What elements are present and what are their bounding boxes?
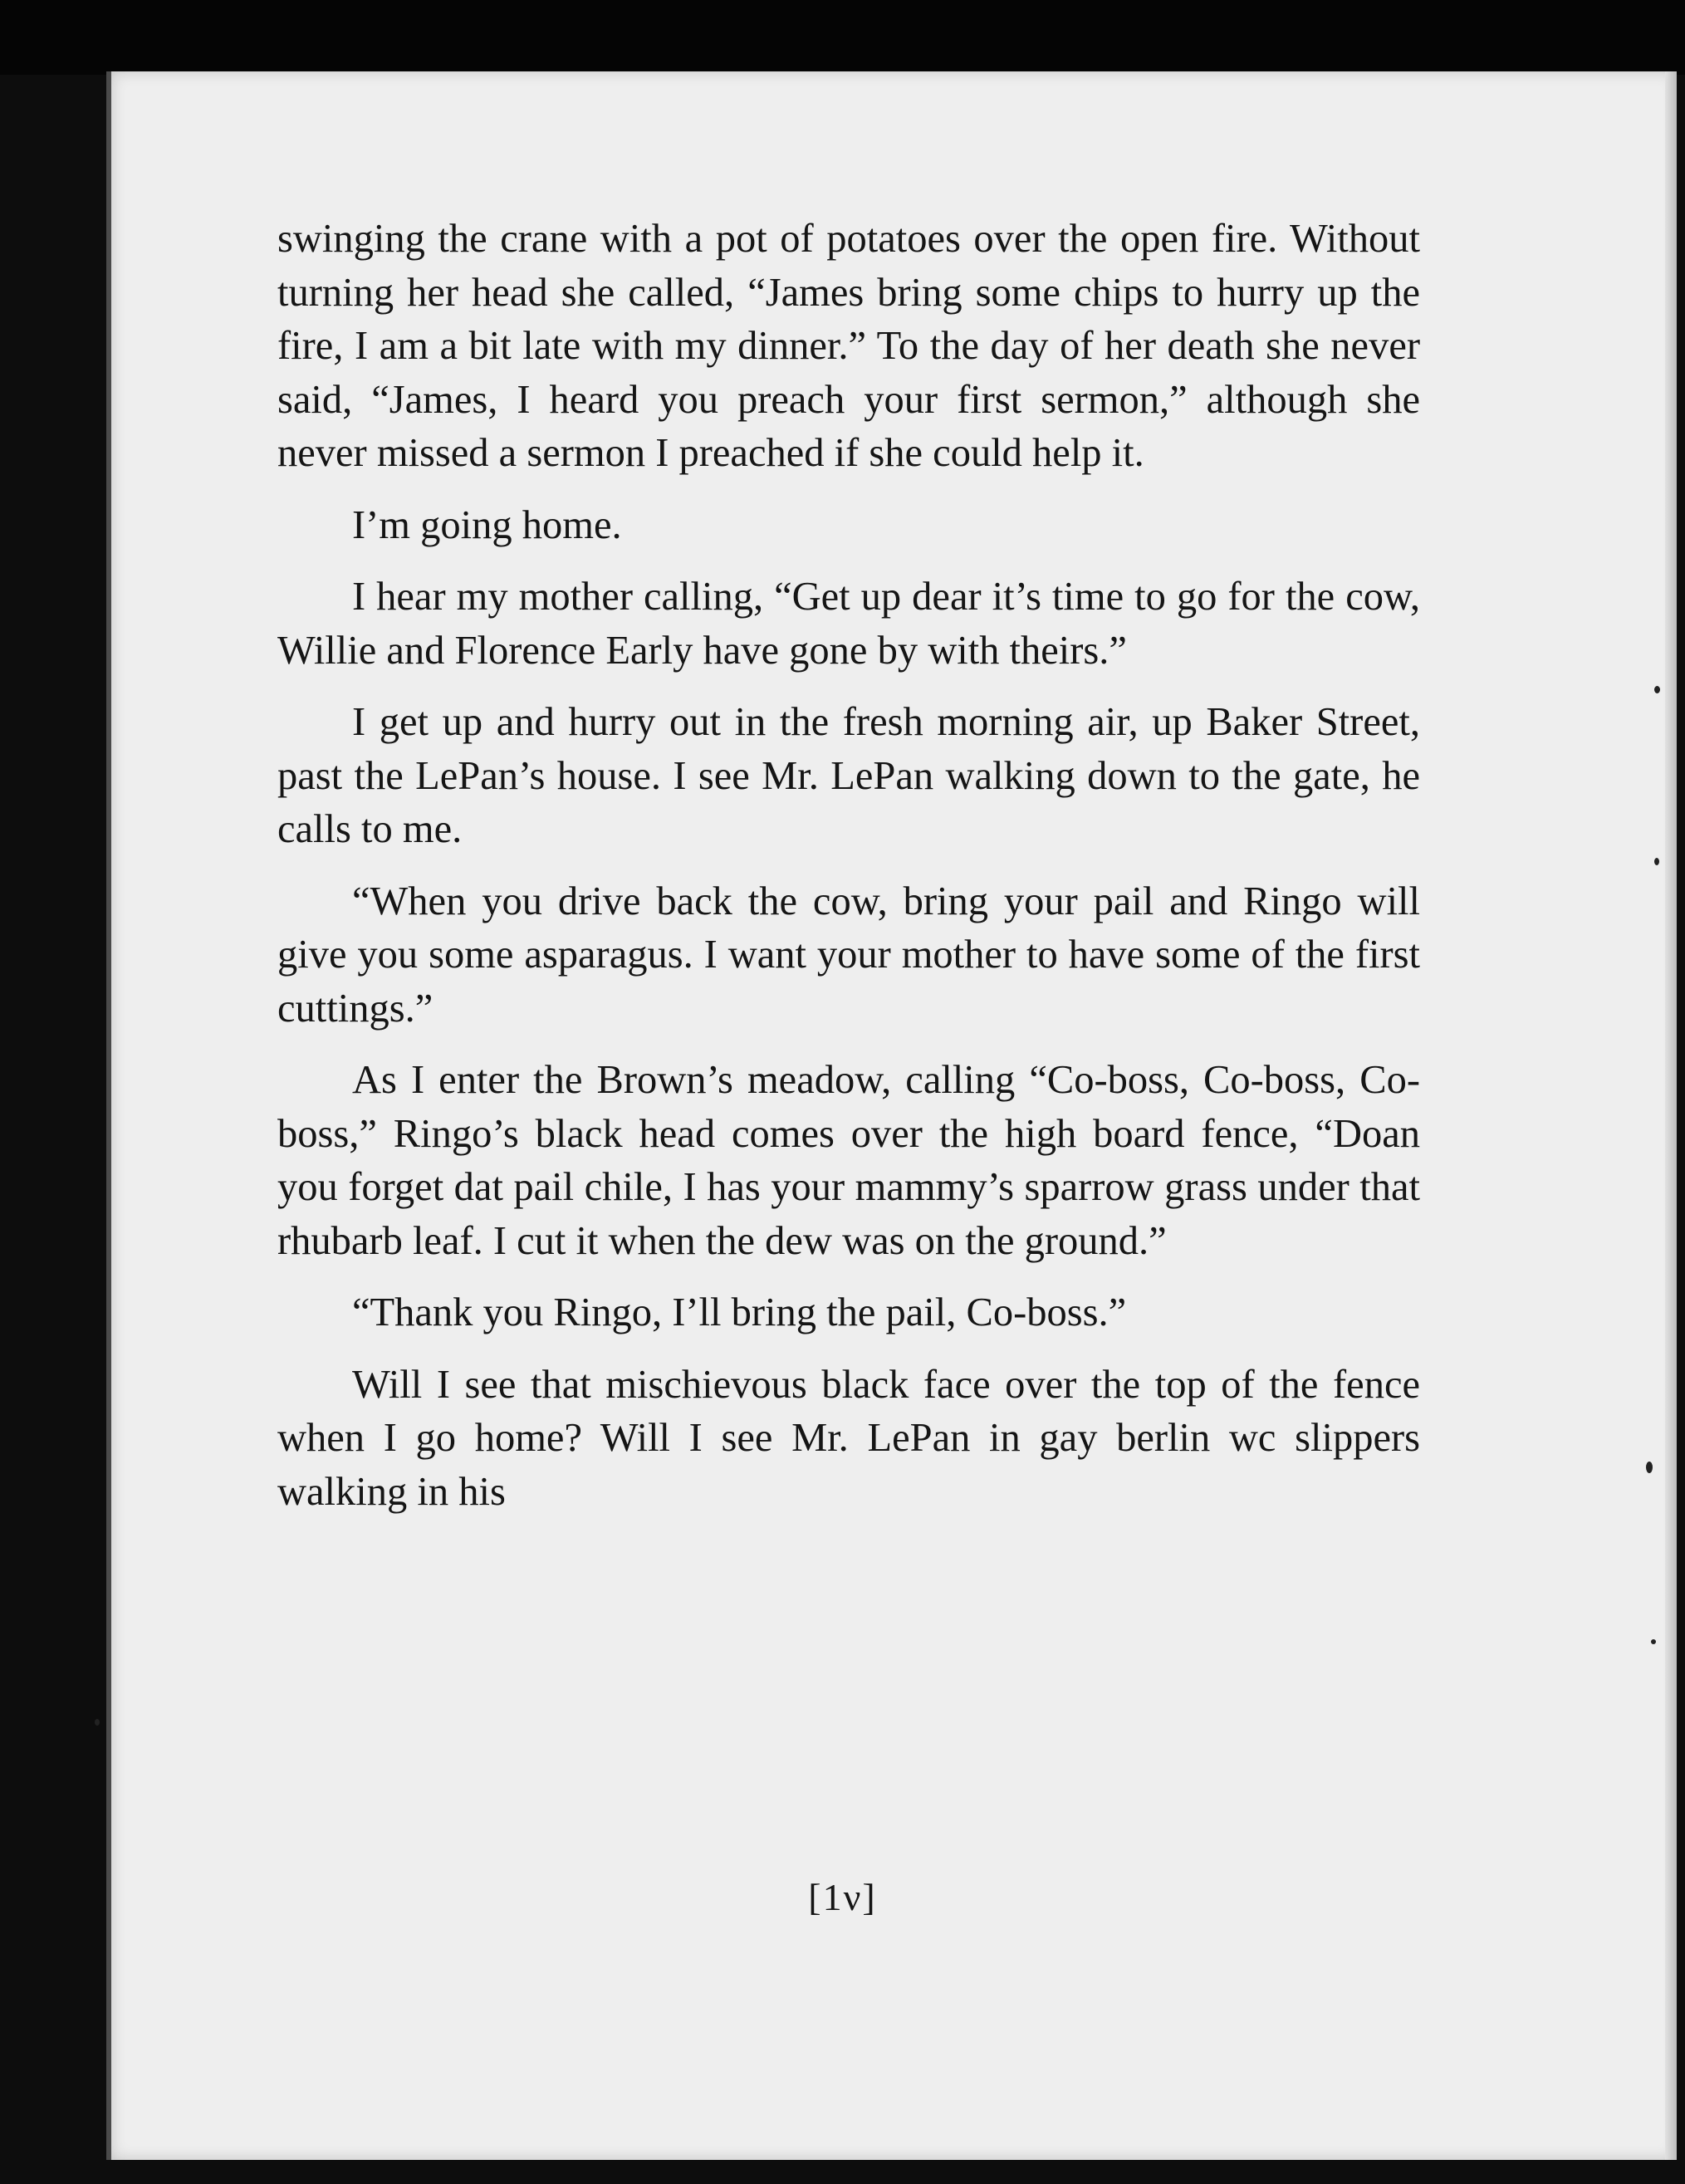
paragraph: I’m going home. [352,502,622,547]
body-text [277,213,1420,1537]
scan-top-border [0,0,1685,75]
scan-speck [95,1719,100,1726]
page-number: [1ν] [808,1876,877,1918]
scan-speck [1651,1639,1656,1644]
scan-speck [1654,686,1660,693]
paragraph: I get up and hurry out in the fresh morning air, up Baker Street, past the LePan’s house. I see Mr. LePan walking down to the gate, he calls to me. [277,700,1420,851]
paragraph: “Thank you Ringo, I’ll bring the pail, Co-boss.” [352,1290,1127,1334]
scan-speck [1654,858,1659,865]
page-edge [1665,71,1677,2160]
paragraph: “When you drive back the cow, bring your pail and Ringo will give you some asparagus. I want your mother to have some of the first cuttings.” [277,879,1420,1031]
scan-speck [1646,1462,1653,1473]
paragraph: Will I see that mischievous black face over the top of the fence when I go home? Will I see Mr. LePan in gay berlin wc slippers walking in his [277,1362,1420,1514]
paragraph-continued: swinging the crane with a pot of potatoes over the open fire. Without turning her head she called, “James bring some chips to hurry up the fire, I am a bit late with my dinner.” To the day of her death she never said, “James, I heard you preach your first sermon,” although she never missed a sermon I preached if she could help it. [277,217,1420,475]
paragraph: I hear my mother calling, “Get up dear it’s time to go for the cow, Willie and Florence Early have gone by with theirs.” [277,575,1420,673]
paragraph: As I enter the Brown’s meadow, calling “Co-boss, Co-boss, Co-boss,” Ringo’s black head comes over the high board fence, “Doan you forget dat pail chile, I has your mammy’s sparrow grass under that rhubarb leaf. I cut it when the dew was on the ground.” [277,1058,1420,1263]
